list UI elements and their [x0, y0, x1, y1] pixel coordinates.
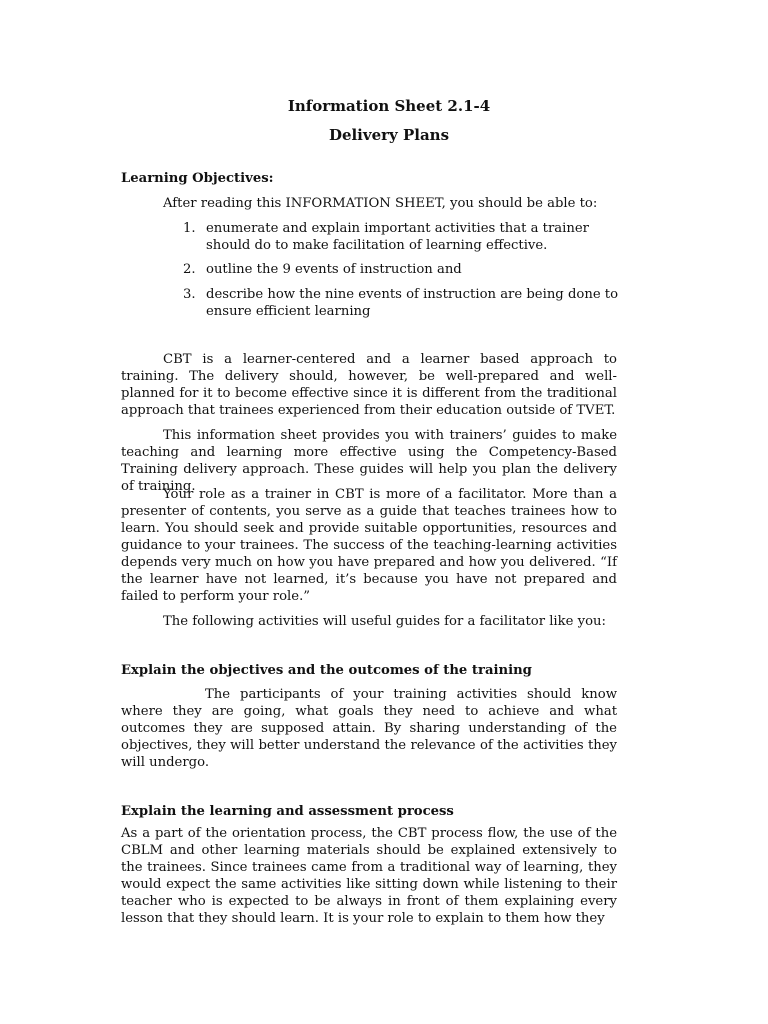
section-heading: Explain the objectives and the outcomes of the training: [121, 663, 532, 678]
objectives-heading: Learning Objectives:: [121, 171, 274, 186]
section-heading: Explain the learning and assessment process: [121, 804, 454, 819]
body-paragraph: The following activities will useful guides for a facilitator like you:: [163, 614, 606, 629]
list-text: enumerate and explain important activities that a trainer should do to make facilitation of learning effective.: [206, 221, 589, 253]
body-paragraph: This information sheet provides you with trainers’ guides to make teaching and learning more effective using the Competency-Based Training delivery approach. These guides will help you plan the delivery of training.: [121, 428, 617, 494]
list-text: outline the 9 events of instruction and: [206, 262, 462, 277]
objectives-intro: After reading this INFORMATION SHEET, you should be able to:: [163, 196, 598, 211]
list-number: 2.: [183, 262, 196, 277]
list-number: 1.: [183, 221, 196, 236]
section-body: As a part of the orientation process, the CBT process flow, the use of the CBLM and other learning materials should be explained extensively to the trainees. Since trainees came from a traditional way of learning, they would expect the same activities like sitting down while listening to their teacher who is expected to be always in front of them explaining every lesson that they should learn. It is your role to explain to them how they: [121, 826, 617, 926]
page-subtitle: Delivery Plans: [328, 126, 450, 144]
list-text: describe how the nine events of instruction are being done to ensure efficient learning: [206, 287, 619, 319]
page-title: Information Sheet 2.1-4: [287, 97, 491, 115]
list-number: 3.: [183, 287, 196, 302]
section-body: The participants of your training activities should know where they are going, what goals they need to achieve and what outcomes they are supposed attain. By sharing understanding of the objectives, they will better understand the relevance of the activities they will undergo.: [121, 687, 617, 770]
body-paragraph: Your role as a trainer in CBT is more of a facilitator. More than a presenter of contents, you serve as a guide that teaches trainees how to learn. You should seek and provide suitable opportunities, resources and guidance to your trainees. The success of the teaching-learning activities depends very much on how you have prepared and how you delivered. “If the learner have not learned, it’s because you have not prepared and failed to perform your role.”: [121, 487, 617, 604]
body-paragraph: CBT is a learner-centered and a learner based approach to training. The delivery should, however, be well-prepared and well-planned for it to become effective since it is different from the traditional approach that trainees experienced from their education outside of TVET.: [121, 352, 617, 418]
